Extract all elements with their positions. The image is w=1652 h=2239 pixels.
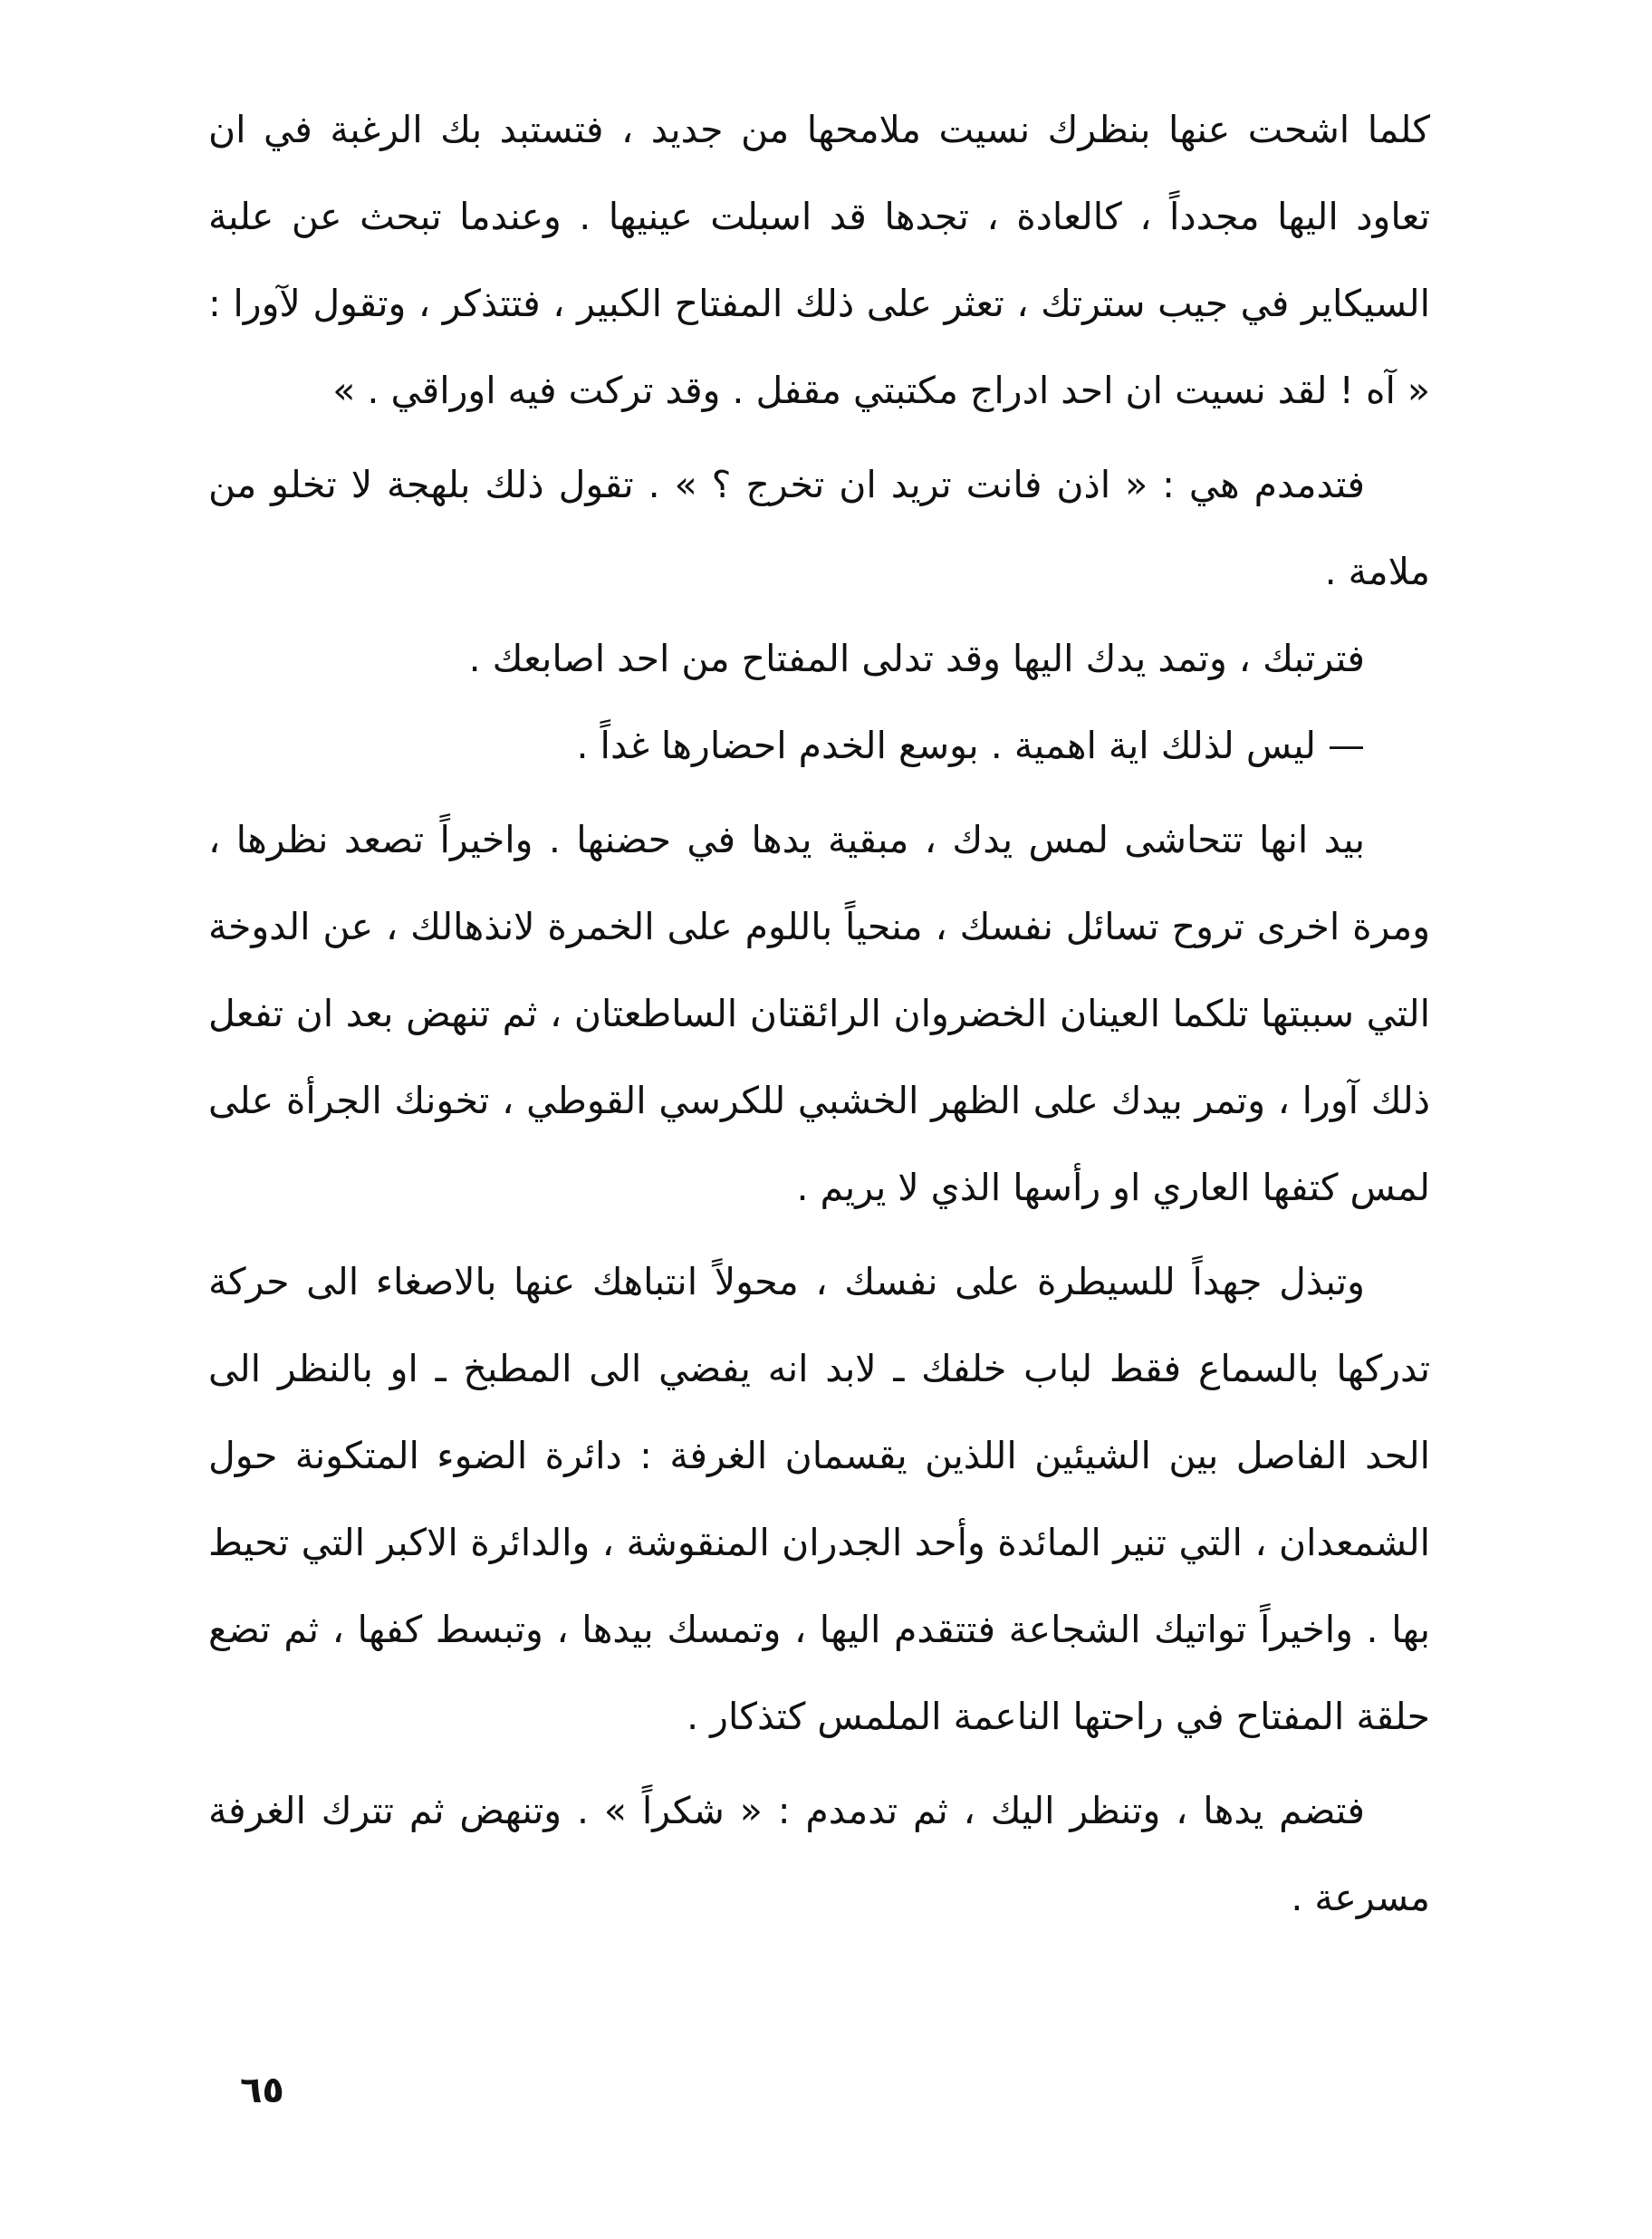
body-text: [208, 86, 1430, 1941]
paragraph-4: — ليس لذلك اية اهمية . بوسع الخدم احضارها غداً .: [576, 724, 1365, 767]
paragraph-2: فتدمدم هي : « اذن فانت تريد ان تخرج ؟ » . تقول ذلك بلهجة لا تخلو من ملامة .: [208, 463, 1430, 593]
page-number: ٦٥: [240, 2070, 284, 2111]
paragraph-3: فترتبك ، وتمد يدك اليها وقد تدلى المفتاح من احد اصابعك .: [468, 637, 1365, 680]
paragraph-1: كلما اشحت عنها بنظرك نسيت ملامحها من جديد ، فتستبد بك الرغبة في ان تعاود اليها مجدداً ، كالعادة ، تجدها قد اسبلت عينيها . وعندما تبحث عن علبة السيكاير في جيب سترتك ، تعثر على ذلك المفتاح الكبير ، فتتذكر ، وتقول لآورا : « آه ! لقد نسيت ان احد ادراج مكتبتي مقفل . وقد تركت فيه اوراقي . »: [208, 108, 1430, 412]
paragraph-6: وتبذل جهداً للسيطرة على نفسك ، محولاً انتباهك عنها بالاصغاء الى حركة تدركها بالسماع فقط لباب خلفك ـ لابد انه يفضي الى المطبخ ـ او بالنظر الى الحد الفاصل بين الشيئين اللذين يقسمان الغرفة : دائرة الضوء المتكونة حول الشمعدان ، التي تنير المائدة وأحد الجدران المنقوشة ، والدائرة الاكبر التي تحيط بها . واخيراً تواتيك الشجاعة فتتقدم اليها ، وتمسك بيدها ، وتبسط كفها ، ثم تضع حلقة المفتاح في راحتها الناعمة الملمس كتذكار .: [208, 1260, 1430, 1738]
paragraph-7: فتضم يدها ، وتنظر اليك ، ثم تدمدم : « شكراً » . وتنهض ثم تترك الغرفة مسرعة .: [208, 1789, 1430, 1919]
paragraph-5: بيد انها تتحاشى لمس يدك ، مبقية يدها في حضنها . واخيراً تصعد نظرها ، ومرة اخرى تروح تسائل نفسك ، منحياً باللوم على الخمرة لانذهالك ، عن الدوخة التي سببتها تلكما العينان الخضروان الرائقتان الساطعتان ، ثم تنهض بعد ان تفعل ذلك آورا ، وتمر بيدك على الظهر الخشبي للكرسي القوطي ، تخونك الجرأة على لمس كتفها العاري او رأسها الذي لا يريم .: [208, 818, 1430, 1209]
